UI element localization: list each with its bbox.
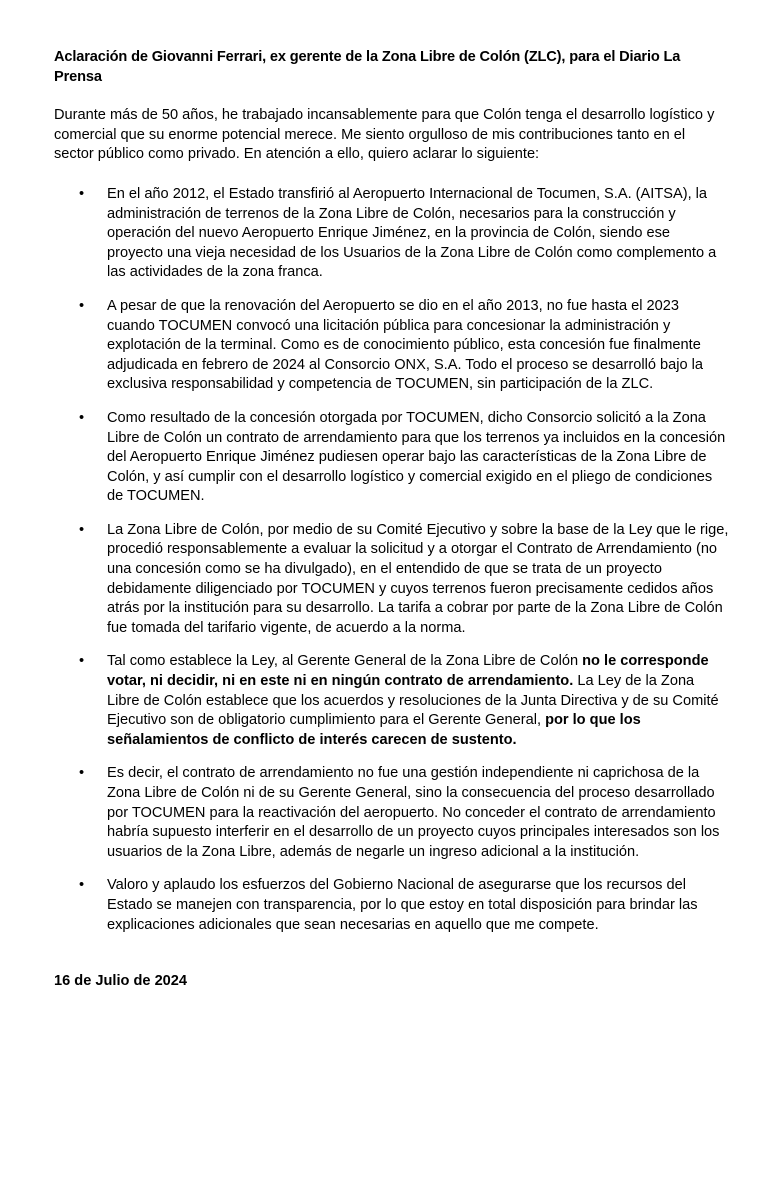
list-item <box>54 652 730 750</box>
list-item <box>54 297 730 395</box>
list-item <box>54 764 730 862</box>
bullet-6-text: Es decir, el contrato de arrendamiento no fue una gestión independiente ni caprichosa de la Zona Libre de Colón ni de su Gerente General, sino la consecuencia del proceso desarrollado por TOCUMEN para la reactivación del aeropuerto. No conceder el contrato de arrendamiento habría supuesto interferir en el desarrollo de un proyecto cuyos principales interesados son los usuarios de la Zona Libre, además de negarle un ingreso adicional a la institución. <box>107 765 720 860</box>
bullet-3-text: Como resultado de la concesión otorgada por TOCUMEN, dicho Consorcio solicitó a la Zona Libre de Colón un contrato de arrendamiento para que los terrenos ya incluidos en la concesión del Aeropuerto Enrique Jiménez pudiesen operar bajo las características de la Zona Libre de Colón, y así cumplir con el desarrollo logístico y comercial exigido en el pliego de condiciones de TOCUMEN. <box>107 409 726 505</box>
bullet-point-icon: • <box>79 877 85 894</box>
bullet-point-icon: • <box>79 297 85 314</box>
bullet-7-text: Valoro y aplaudo los esfuerzos del Gobierno Nacional de asegurarse que los recursos del Estado se manejen con transparencia, por lo que estoy en total disposición para brindar las explicaciones adicionales que sean necesarias en aquello que me compete. <box>107 877 698 933</box>
bullet-point-icon: • <box>79 185 85 202</box>
clarification-bullet-list <box>54 185 730 935</box>
list-item <box>54 521 730 639</box>
list-item <box>54 409 730 507</box>
document-date: 16 de Julio de 2024 <box>54 973 188 990</box>
bullet-point-icon: • <box>79 521 85 538</box>
page-title: Aclaración de Giovanni Ferrari, ex gerente de la Zona Libre de Colón (ZLC), para el Diario La Prensa <box>54 49 681 85</box>
list-item <box>54 876 730 935</box>
bullet-2-text: A pesar de que la renovación del Aeropuerto se dio en el año 2013, no fue hasta el 2023 cuando TOCUMEN convocó una licitación pública para concesionar la administración y explotación de la terminal. Como es de conocimiento público, esta concesión fue finalmente adjudicada en febrero de 2024 al Consorcio ONX, S.A. Todo el proceso se desarrolló bajo la exclusiva responsabilidad y competencia de TOCUMEN, sin participación de la ZLC. <box>107 297 704 393</box>
list-item <box>54 185 730 283</box>
bullet-point-icon: • <box>79 409 85 426</box>
bullet-4-text: La Zona Libre de Colón, por medio de su Comité Ejecutivo y sobre la base de la Ley que le rige, procedió responsablemente a evaluar la solicitud y a otorgar el Contrato de Arrendamiento (no una concesión como se ha divulgado), en el entendido de que se trata de un proyecto debidamente diligenciado por TOCUMEN y cuyos terrenos fueron precisamente cedidos años atrás por la institución para su desarrollo. La tarifa a cobrar por parte de la Zona Libre de Colón fue tomada del tarifario vigente, de acuerdo a la norma. <box>107 521 729 636</box>
bullet-point-icon: • <box>79 765 85 782</box>
bullet-5-text: Tal como establece la Ley, al Gerente General de la Zona Libre de Colón no le corresponde votar, ni decidir, ni en este ni en ningún contrato de arrendamiento. La Ley de la Zona Libre de Colón establece que los acuerdos y resoluciones de la Junta Directiva y de su Comité Ejecutivo son de obligatorio cumplimiento para el Gerente General, por lo que los señalamientos de conflicto de interés carecen de sustento. <box>107 653 719 748</box>
bullet-point-icon: • <box>79 653 85 670</box>
bullet-1-text: En el año 2012, el Estado transfirió al Aeropuerto Internacional de Tocumen, S.A. (AITSA), la administración de terrenos de la Zona Libre de Colón, necesarios para la construcción y operación del nuevo Aeropuerto Enrique Jiménez, en la provincia de Colón, siendo ese proyecto una vieja necesidad de los Usuarios de la Zona Libre de Colón como complemento a las actividades de la zona franca. <box>107 185 717 281</box>
intro-paragraph: Durante más de 50 años, he trabajado incansablemente para que Colón tenga el desarrollo logístico y comercial que su enorme potencial merece. Me siento orgulloso de mis contribuciones tanto en el sector público como privado. En atención a ello, quiero aclarar lo siguiente: <box>54 107 715 163</box>
